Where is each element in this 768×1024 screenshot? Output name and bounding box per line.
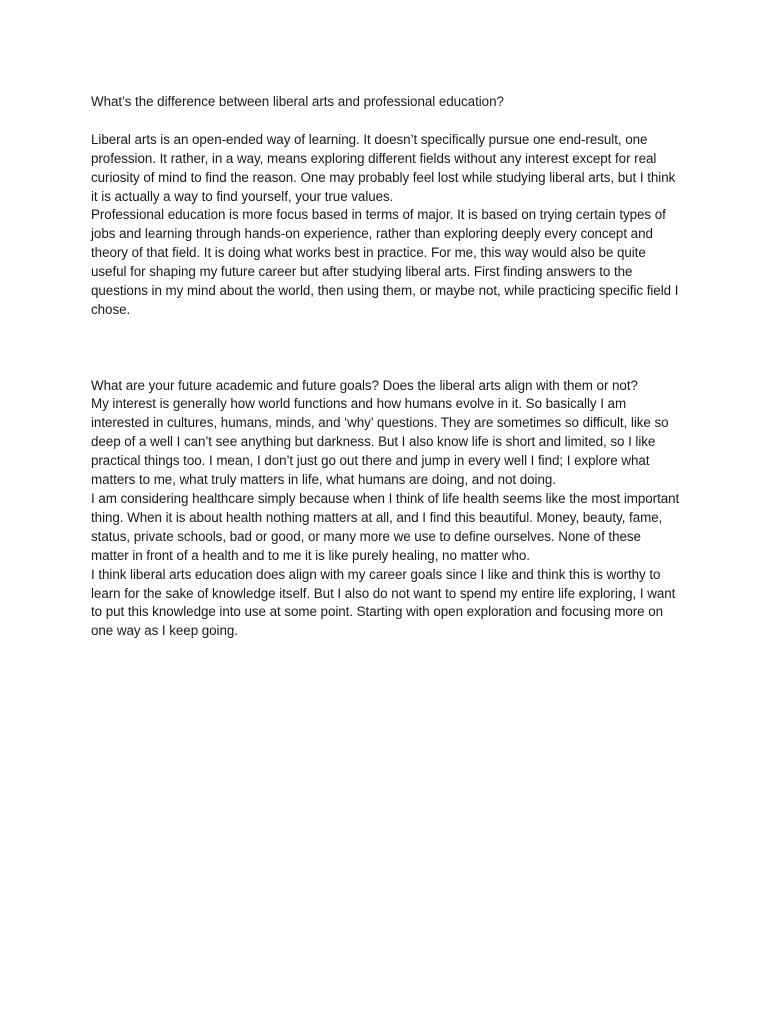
spacer (91, 320, 681, 377)
spacer (91, 112, 681, 131)
question-1: What’s the difference between liberal arts and professional education? (91, 94, 504, 109)
answer-2-paragraph-2: I am considering healthcare simply because when I think of life health seems like the most important thing. When it is about health nothing matters at all, and I find this beautiful. Money, beauty, fame, status, private schools, bad or good, or many more we use to define ourselves. None of these matter in front of a health and to me it is like purely healing, no matter who. (91, 490, 683, 563)
answer-1-paragraph-2: Professional education is more focus based in terms of major. It is based on trying certain types of jobs and learning through hands-on experience, rather than exploring deeply every concept and theory of that field. It is doing what works best in practice. For me, this way would also be quite useful for shaping my future career but after studying liberal arts. First finding answers to the questions in my mind about the world, then using them, or maybe not, while practicing specific field I chose. (91, 207, 683, 317)
document-page (91, 93, 681, 641)
answer-2-paragraph-3: I think liberal arts education does align with my career goals since I like and think this is worthy to learn for the sake of knowledge itself. But I also do not want to spend my entire life exploring, I want to put this knowledge into use at some point. Starting with open exploration and focusing more on one way as I keep going. (91, 566, 679, 639)
answer-1-paragraph-1: Liberal arts is an open-ended way of learning. It doesn’t specifically pursue one end-result, one profession. It rather, in a way, means exploring different fields without any interest except for real curiosity of mind to find the reason. One may probably feel lost while studying liberal arts, but I think it is actually a way to find yourself, your true values. (91, 131, 679, 204)
answer-2-paragraph-1: My interest is generally how world functions and how humans evolve in it. So basically I am interested in cultures, humans, minds, and ‘why’ questions. They are sometimes so difficult, like so deep of a well I can’t see anything but darkness. But I also know life is short and limited, so I like practical things too. I mean, I don’t just go out there and jump in every well I find; I explore what matters to me, what truly matters in life, what humans are doing, and not doing. (91, 396, 673, 488)
question-2: What are your future academic and future goals? Does the liberal arts align with them or not? (91, 377, 638, 393)
